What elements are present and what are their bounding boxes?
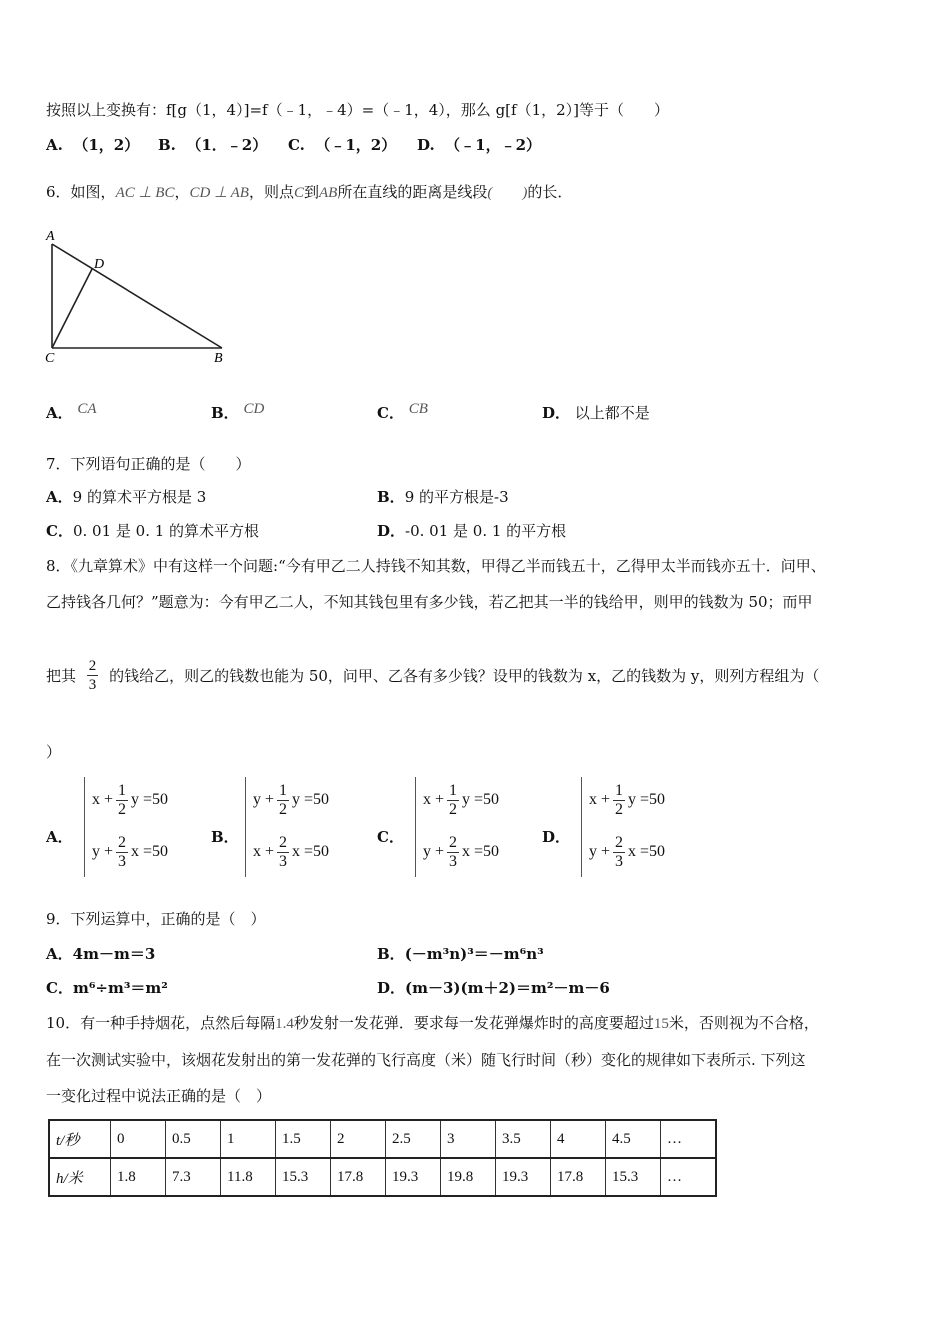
- q6-option-c[interactable]: C． CB: [377, 401, 428, 422]
- q8-line-2: 乙持钱各几何？”题意为：今有甲乙二人，不知其钱包里有多少钱，若乙把其一半的钱给甲，则甲的钱数为 50；而甲: [46, 593, 813, 611]
- vertex-d-label: D: [94, 257, 105, 272]
- table-cell: 3: [441, 1120, 496, 1158]
- table-cell: 2.5: [386, 1120, 441, 1158]
- table-cell: 17.8: [331, 1158, 386, 1196]
- table-cell: 1: [221, 1120, 276, 1158]
- table-cell: 0: [111, 1120, 166, 1158]
- q5-option-c[interactable]: C. （﹣1，2）: [288, 136, 397, 154]
- table-cell: 17.8: [551, 1158, 606, 1196]
- table-cell: 19.3: [386, 1158, 441, 1196]
- table-cell: 4.5: [606, 1120, 661, 1158]
- q10-line-1: 10．有一种手持烟花，点然后每隔1.4秒发射一发花弹．要求每一发花弹爆炸时的高度要超过15米，否则视为不合格，: [46, 1014, 819, 1032]
- table-cell: 7.3: [166, 1158, 221, 1196]
- vertex-a-label: A: [46, 229, 55, 244]
- table-cell: h/米: [49, 1158, 111, 1196]
- q5-option-a[interactable]: A. （1，2）: [46, 136, 140, 154]
- q5-option-d[interactable]: D. （﹣1，﹣2）: [417, 136, 542, 154]
- q9-option-c[interactable]: C．m⁶÷m³＝m²: [46, 979, 168, 997]
- table-cell: …: [661, 1120, 717, 1158]
- edge-cd: [52, 269, 92, 348]
- q6-option-b[interactable]: B． CD: [211, 401, 265, 422]
- q7-option-a[interactable]: A．9 的算术平方根是 3: [46, 488, 207, 506]
- q8-option-d-label[interactable]: D．: [542, 828, 571, 846]
- table-row-time: [49, 1120, 716, 1158]
- q5-option-b[interactable]: B. （1．﹣2）: [158, 136, 268, 154]
- q7-option-d[interactable]: D．-0. 01 是 0. 1 的平方根: [377, 522, 567, 540]
- q7-option-c[interactable]: C．0. 01 是 0. 1 的算术平方根: [46, 522, 260, 540]
- vertex-b-label: B: [214, 351, 223, 366]
- q8-line-3: 把其 $\frac{2}{3}$ 的钱给乙，则乙的钱数也能为 50，问甲、乙各有多少钱？设甲的钱数为 x，乙的钱数为 y，则列方程组为（: [46, 658, 820, 693]
- vertex-c-label: C: [45, 351, 55, 366]
- table-cell: 19.3: [496, 1158, 551, 1196]
- q6-stem: 6．如图，AC ⊥ BC，CD ⊥ AB，则点C到AB所在直线的距离是线段( )的长．: [46, 183, 573, 201]
- q9-stem: 9．下列运算中，正确的是（ ）: [46, 910, 266, 928]
- q9-option-b[interactable]: B．(－m³n)³＝－m⁶n³: [377, 945, 544, 963]
- table-cell: 11.8: [221, 1158, 276, 1196]
- q8-option-b-label[interactable]: B．: [211, 828, 239, 846]
- table-cell: t/秒: [49, 1120, 111, 1158]
- table-cell: …: [661, 1158, 717, 1196]
- q7-option-b[interactable]: B．9 的平方根是-3: [377, 488, 509, 506]
- table-cell: 1.5: [276, 1120, 331, 1158]
- table-cell: 3.5: [496, 1120, 551, 1158]
- q9-option-a[interactable]: A．4m－m＝3: [46, 945, 156, 963]
- table-cell: 4: [551, 1120, 606, 1158]
- q8-line-4: ）: [46, 743, 62, 761]
- triangle-figure: [40, 228, 240, 368]
- table-row-height: [49, 1158, 716, 1196]
- q10-line-2: 在一次测试实验中，该烟花发射出的第一发花弹的飞行高度（米）随飞行时间（秒）变化的规律如下表所示. 下列这: [46, 1051, 806, 1069]
- table-cell: 15.3: [276, 1158, 331, 1196]
- q7-stem: 7．下列语句正确的是（ ）: [46, 455, 251, 473]
- q9-option-d[interactable]: D．(m－3)(m＋2)＝m²－m－6: [377, 979, 610, 997]
- table-cell: 2: [331, 1120, 386, 1158]
- q6-option-a[interactable]: A． CA: [46, 401, 97, 422]
- table-cell: 15.3: [606, 1158, 661, 1196]
- table-cell: 1.8: [111, 1158, 166, 1196]
- table-cell: 19.8: [441, 1158, 496, 1196]
- q6-option-d[interactable]: D． 以上都不是: [542, 404, 650, 422]
- q10-line-3: 一变化过程中说法正确的是（ ）: [46, 1087, 272, 1105]
- fraction-two-thirds: $\frac{2}{3}$: [88, 658, 97, 693]
- table-cell: 0.5: [166, 1120, 221, 1158]
- q8-line-1: 8．《九章算术》中有这样一个问题:“今有甲乙二人持钱不知其数，甲得乙半而钱五十，乙得甲太半而钱亦五十．问甲、: [46, 557, 826, 575]
- q8-option-a-label[interactable]: A．: [46, 828, 73, 846]
- flight-height-table: [48, 1119, 717, 1197]
- q5-intro: 按照以上变换有：f[g（1，4）]=f（﹣1，﹣4）=（﹣1，4），那么 g[f（1，2）]等于（ ）: [46, 101, 670, 119]
- q8-option-c-label[interactable]: C．: [377, 828, 404, 846]
